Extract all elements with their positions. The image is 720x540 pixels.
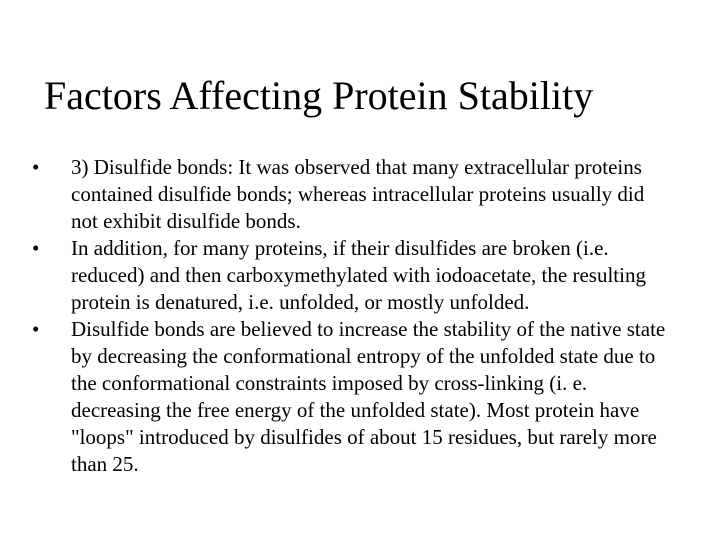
bullet-marker: • (32, 236, 40, 260)
slide-title: Factors Affecting Protein Stability (44, 73, 594, 118)
bullet-item (32, 316, 672, 478)
bullet-marker: • (32, 155, 40, 179)
bullet-marker: • (32, 317, 40, 341)
bullet-text: 3) Disulfide bonds: It was observed that many extracellular proteins contained disulfide bonds; whereas intracellular proteins usually did not exhibit disulfide bonds. (71, 155, 645, 233)
bullet-list (32, 154, 672, 478)
bullet-text: Disulfide bonds are believed to increase the stability of the native state by decreasing the conformational entropy of the unfolded state due to the conformational constraints imposed by cross-linking (i. e. decreasing the free energy of the unfolded state). Most protein have "loops" introduced by disulfides of about 15 residues, but rarely more than 25. (71, 317, 666, 476)
bullet-text: In addition, for many proteins, if their disulfides are broken (i.e. reduced) and then carboxymethylated with iodoacetate, the resulting protein is denatured, i.e. unfolded, or mostly unfolded. (71, 236, 646, 314)
bullet-item (32, 154, 672, 235)
bullet-item (32, 235, 672, 316)
